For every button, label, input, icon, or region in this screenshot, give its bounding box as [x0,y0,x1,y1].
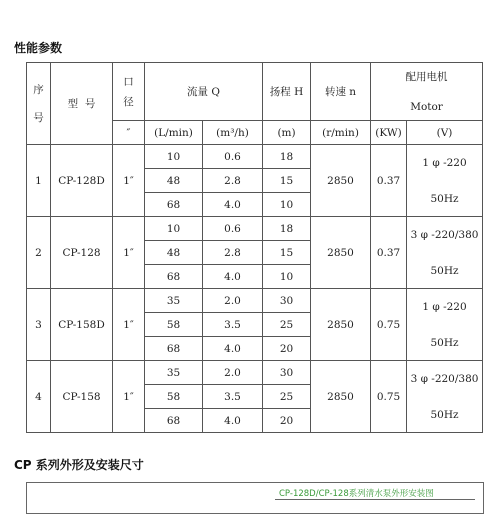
motor-frequency: 50Hz [430,336,459,349]
table-row [27,145,483,169]
header-seq: 序 号 [27,63,51,145]
motor-phase: 1 φ -220 [422,156,467,169]
unit-power: (KW) [371,121,407,145]
cell-flow-lmin: 48 [145,241,203,265]
cell-speed: 2850 [311,145,371,217]
cell-flow-lmin: 10 [145,217,203,241]
cell-flow-m3h: 4.0 [203,265,263,289]
cell-flow-m3h: 2.8 [203,169,263,193]
header-bore: 口 径 [113,63,145,121]
cell-flow-lmin: 35 [145,289,203,313]
cell-seq: 4 [27,361,51,433]
cell-flow-m3h: 3.5 [203,313,263,337]
cell-model: CP-158D [51,289,113,361]
table-row [27,289,483,313]
cell-motor [407,361,483,433]
cell-flow-lmin: 68 [145,193,203,217]
cell-model: CP-128D [51,145,113,217]
cell-flow-lmin: 68 [145,409,203,433]
cell-head: 15 [263,241,311,265]
cell-bore: 1″ [113,361,145,433]
unit-head: (m) [263,121,311,145]
cell-head: 20 [263,409,311,433]
cell-flow-lmin: 58 [145,313,203,337]
unit-speed: (r/min) [311,121,371,145]
cell-flow-m3h: 2.8 [203,241,263,265]
cell-flow-lmin: 68 [145,337,203,361]
cell-flow-lmin: 58 [145,385,203,409]
cell-flow-lmin: 35 [145,361,203,385]
cell-head: 15 [263,169,311,193]
cell-head: 25 [263,313,311,337]
cell-flow-m3h: 0.6 [203,145,263,169]
motor-phase: 1 φ -220 [422,300,467,313]
performance-table [26,62,483,433]
cell-flow-lmin: 48 [145,169,203,193]
cell-power: 0.75 [371,289,407,361]
section2-title: CP 系列外形及安装尺寸 [14,458,144,472]
cell-bore: 1″ [113,217,145,289]
cell-power: 0.75 [371,361,407,433]
cell-flow-m3h: 4.0 [203,193,263,217]
cell-speed: 2850 [311,217,371,289]
cell-head: 30 [263,361,311,385]
cell-head: 20 [263,337,311,361]
cell-motor [407,145,483,217]
unit-bore: ″ [113,121,145,145]
cell-flow-m3h: 0.6 [203,217,263,241]
cell-flow-lmin: 10 [145,145,203,169]
cell-seq: 1 [27,145,51,217]
header-motor: 配用电机 Motor [371,63,483,121]
unit-flow-lmin: (L/min) [145,121,203,145]
cell-seq: 3 [27,289,51,361]
header-head: 扬程 H [263,63,311,121]
cell-flow-m3h: 2.0 [203,361,263,385]
cell-model: CP-158 [51,361,113,433]
header-flow: 流量 Q [145,63,263,121]
cell-head: 10 [263,193,311,217]
cell-flow-m3h: 3.5 [203,385,263,409]
cell-power: 0.37 [371,145,407,217]
header-speed: 转速 n [311,63,371,121]
cell-head: 25 [263,385,311,409]
motor-phase: 3 φ -220/380 [410,228,479,241]
motor-phase: 3 φ -220/380 [410,372,479,385]
cell-flow-m3h: 2.0 [203,289,263,313]
cell-head: 18 [263,217,311,241]
cell-head: 30 [263,289,311,313]
unit-flow-m3h: (m³/h) [203,121,263,145]
cell-flow-m3h: 4.0 [203,337,263,361]
cell-flow-m3h: 4.0 [203,409,263,433]
table-row [27,217,483,241]
section-title: 性能参数 [14,41,63,55]
table-row [27,361,483,385]
motor-frequency: 50Hz [430,192,459,205]
cell-flow-lmin: 68 [145,265,203,289]
header-model: 型 号 [51,63,113,145]
cell-bore: 1″ [113,289,145,361]
cell-seq: 2 [27,217,51,289]
cell-model: CP-128 [51,217,113,289]
cell-power: 0.37 [371,217,407,289]
unit-voltage: (V) [407,121,483,145]
cell-bore: 1″ [113,145,145,217]
cell-head: 18 [263,145,311,169]
cell-motor [407,217,483,289]
drawing-caption: CP-128D/CP-128系列清水泵外形安装图 [279,489,434,499]
installation-drawing-frame [26,482,484,514]
motor-frequency: 50Hz [430,264,459,277]
cell-speed: 2850 [311,289,371,361]
motor-frequency: 50Hz [430,408,459,421]
cell-motor [407,289,483,361]
cell-head: 10 [263,265,311,289]
cell-speed: 2850 [311,361,371,433]
